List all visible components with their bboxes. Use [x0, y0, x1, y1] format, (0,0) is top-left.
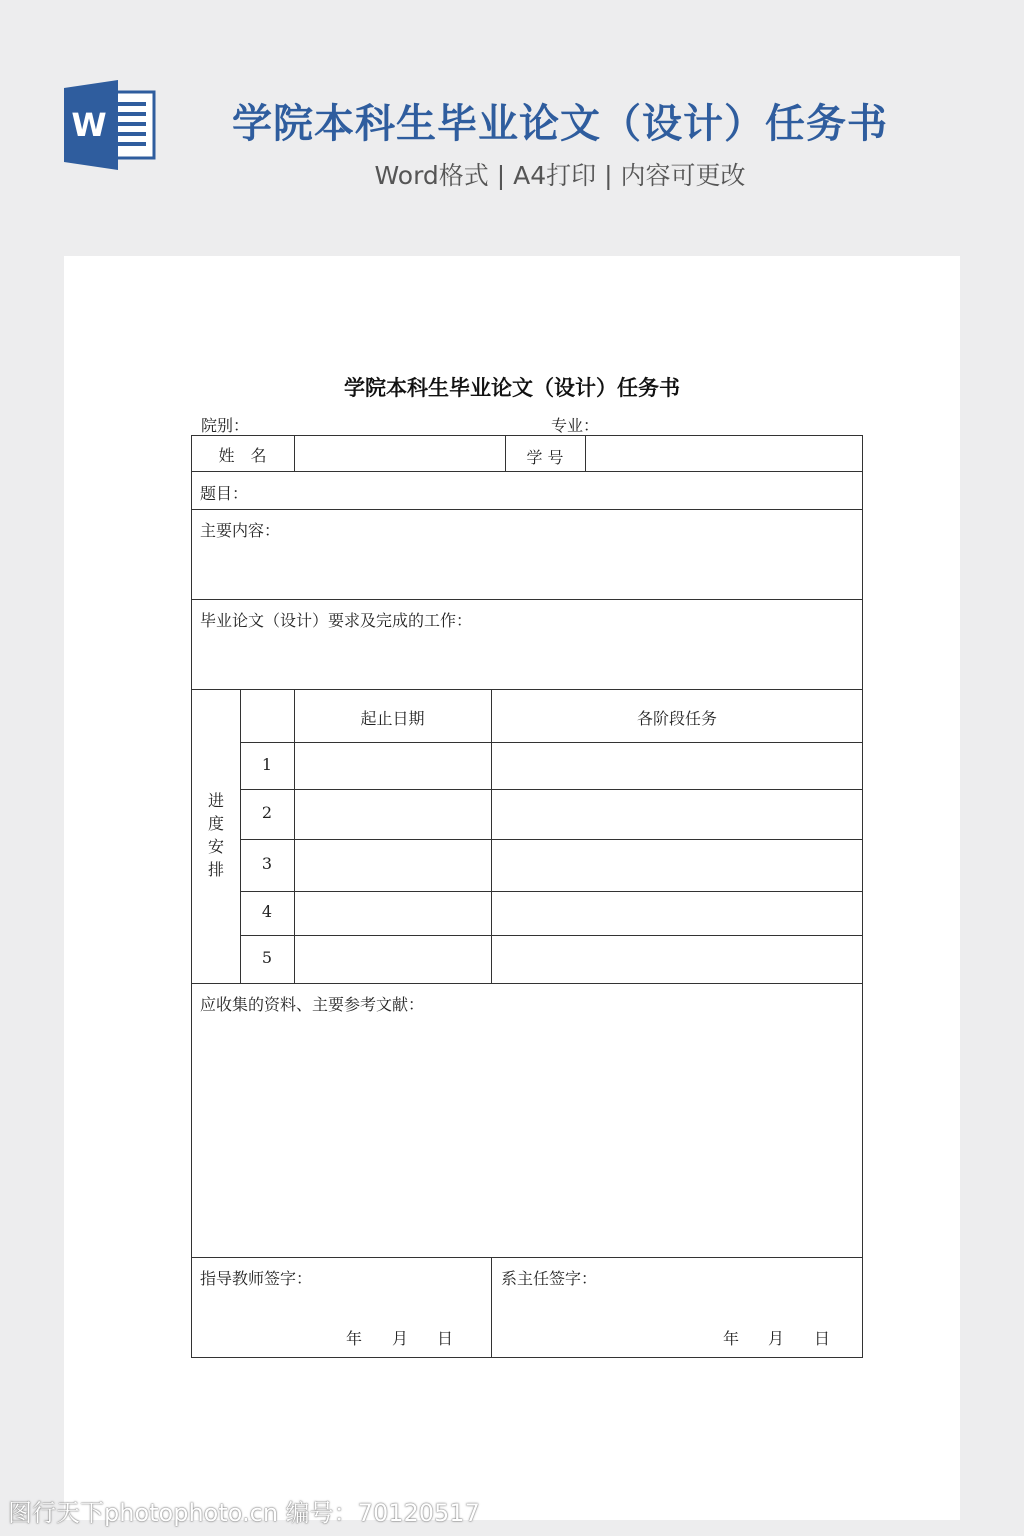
- requirements-label: 毕业论文（设计）要求及完成的工作：: [200, 611, 473, 630]
- college-label: 院别：: [201, 416, 250, 435]
- document-page: [64, 256, 960, 1520]
- dept-head-sign-label: 系主任签字：: [501, 1269, 598, 1288]
- col-task-header: 各阶段任务: [636, 709, 717, 728]
- schedule-side-char: 进: [207, 791, 224, 810]
- advisor-sign-label: 指导教师签字：: [200, 1269, 313, 1288]
- schedule-row-number: 1: [261, 755, 273, 774]
- row-divider: [191, 983, 863, 984]
- row-divider: [191, 599, 863, 600]
- schedule-row-number: 3: [261, 854, 273, 873]
- col-date-header: 起止日期: [360, 709, 425, 728]
- dept-head-date-day: 日: [814, 1329, 831, 1348]
- table-border-left: [191, 435, 192, 1358]
- word-icon: [64, 80, 156, 170]
- row-divider: [191, 1257, 863, 1258]
- dept-head-date-year: 年: [723, 1329, 740, 1348]
- col-divider: [294, 435, 295, 472]
- advisor-date-day: 日: [437, 1329, 454, 1348]
- schedule-side-char: 排: [207, 860, 224, 879]
- references-label: 应收集的资料、主要参考文献：: [200, 995, 425, 1014]
- schedule-side-label: [206, 789, 226, 881]
- advisor-date-year: 年: [346, 1329, 363, 1348]
- major-label: 专业：: [551, 416, 600, 435]
- table-border-top: [191, 435, 863, 436]
- document-title: 学院本科生毕业论文（设计）任务书: [344, 375, 680, 400]
- table-border-bottom: [191, 1357, 863, 1358]
- col-divider: [294, 689, 295, 984]
- table-border-right: [862, 435, 863, 1358]
- col-divider: [491, 1257, 492, 1358]
- row-divider: [191, 509, 863, 510]
- row-divider: [240, 839, 863, 840]
- schedule-side-char: 度: [207, 814, 224, 833]
- task-form-table: [191, 435, 863, 1358]
- col-divider: [585, 435, 586, 472]
- row-divider: [240, 742, 863, 743]
- main-content-label: 主要内容：: [200, 521, 281, 540]
- col-divider: [491, 689, 492, 984]
- name-label: 姓 名: [218, 446, 267, 465]
- advisor-date-month: 月: [392, 1329, 409, 1348]
- watermark-text: 图行天下photophoto.cn 编号：70120517: [8, 1499, 480, 1527]
- banner-title: 学院本科生毕业论文（设计）任务书: [232, 101, 888, 147]
- schedule-row-number: 2: [261, 803, 273, 822]
- word-logo-letter: W: [71, 106, 107, 144]
- row-divider: [240, 891, 863, 892]
- col-divider: [240, 689, 241, 984]
- schedule-row-number: 4: [261, 902, 273, 921]
- row-divider: [191, 471, 863, 472]
- schedule-row-number: 5: [261, 948, 273, 967]
- schedule-side-char: 安: [207, 837, 224, 856]
- student-id-label: 学 号: [526, 448, 564, 467]
- row-divider: [191, 689, 863, 690]
- row-divider: [240, 789, 863, 790]
- row-divider: [240, 935, 863, 936]
- dept-head-date-month: 月: [768, 1329, 785, 1348]
- banner-subtitle: Word格式 | A4打印 | 内容可更改: [374, 161, 746, 190]
- topic-label: 题目：: [200, 484, 249, 503]
